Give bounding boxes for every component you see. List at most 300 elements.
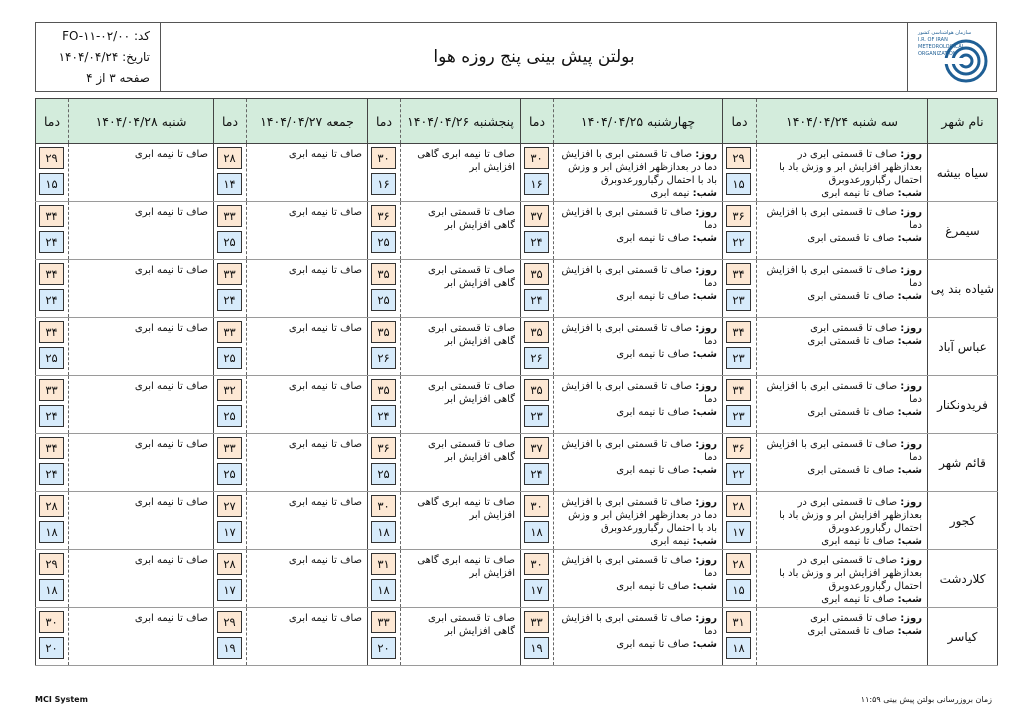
temperature-cell	[521, 202, 554, 260]
max-temperature: ۲۸	[726, 495, 751, 517]
city-name: سیاه بیشه	[936, 165, 989, 180]
forecast-description-cell	[401, 492, 521, 550]
night-label: شب:	[897, 594, 922, 605]
night-text: صاف تا قسمتی ابری	[807, 336, 895, 347]
header-day-3: پنجشنبه ۱۴۰۴/۰۴/۲۶	[401, 99, 521, 144]
forecast-description-cell	[69, 260, 214, 318]
day-label: روز:	[695, 555, 717, 566]
temperature-cell	[368, 434, 401, 492]
day-forecast	[761, 322, 922, 335]
table-row	[36, 608, 998, 666]
temperature-cell	[723, 492, 757, 550]
temperature-pair	[214, 144, 246, 201]
forecast-description	[247, 260, 367, 317]
min-temperature: ۱۸	[39, 521, 64, 543]
forecast-description	[554, 492, 722, 549]
day-forecast	[558, 496, 717, 535]
min-temperature: ۲۴	[39, 463, 64, 485]
temperature-cell	[36, 608, 69, 666]
max-temperature: ۳۰	[524, 553, 549, 575]
day-label: روز:	[900, 497, 922, 508]
max-temperature: ۳۳	[217, 437, 242, 459]
city-name: قائم شهر	[939, 455, 986, 470]
forecast-description-cell	[69, 492, 214, 550]
temperature-cell	[723, 318, 757, 376]
temperature-pair	[368, 434, 400, 491]
temperature-pair	[521, 376, 553, 433]
forecast-text: صاف تا نیمه ابری	[288, 497, 362, 508]
city-name: شیاده بند پی	[930, 281, 995, 296]
forecast-description-cell	[401, 434, 521, 492]
table-header-row	[36, 99, 998, 144]
temperature-cell	[521, 550, 554, 608]
meteorological-organization-logo	[914, 25, 994, 89]
forecast-text: صاف تا نیمه ابری	[288, 439, 362, 450]
min-temperature: ۲۴	[371, 405, 396, 427]
min-temperature: ۲۶	[524, 347, 549, 369]
city-cell	[928, 376, 998, 434]
max-temperature: ۲۷	[217, 495, 242, 517]
day-forecast	[558, 148, 717, 187]
max-temperature: ۳۴	[39, 205, 64, 227]
forecast-description	[401, 376, 520, 433]
day-text: صاف تا قسمتی ابری با افزایش دما	[561, 439, 717, 463]
forecast-description-cell	[69, 144, 214, 202]
night-text: نیمه ابری	[650, 536, 690, 547]
night-forecast	[761, 593, 922, 606]
day-label: روز:	[695, 207, 717, 218]
table-row	[36, 550, 998, 608]
min-temperature: ۱۷	[217, 521, 242, 543]
day-forecast	[761, 148, 922, 187]
min-temperature: ۲۳	[726, 347, 751, 369]
forecast-text: صاف تا قسمتی ابری گاهی افزایش ابر	[427, 265, 515, 289]
temperature-cell	[368, 260, 401, 318]
forecast-description	[247, 434, 367, 491]
forecast-description-cell	[554, 202, 723, 260]
temperature-pair	[723, 608, 756, 665]
forecast-description	[554, 202, 722, 259]
max-temperature: ۳۴	[39, 321, 64, 343]
forecast-description	[69, 376, 213, 433]
min-temperature: ۲۲	[726, 231, 751, 253]
temperature-cell	[723, 260, 757, 318]
temperature-pair	[723, 202, 756, 259]
day-label: روز:	[695, 497, 717, 508]
min-temperature: ۱۵	[726, 173, 751, 195]
temperature-pair	[723, 144, 756, 201]
night-label: شب:	[692, 291, 717, 302]
night-text: صاف تا نیمه ابری	[821, 188, 895, 199]
forecast-description-cell	[247, 608, 368, 666]
forecast-text: صاف تا نیمه ابری	[288, 323, 362, 334]
temperature-pair	[368, 202, 400, 259]
temperature-cell	[723, 550, 757, 608]
forecast-description-cell	[69, 550, 214, 608]
max-temperature: ۲۸	[217, 553, 242, 575]
forecast-description	[554, 550, 722, 607]
temperature-cell	[214, 202, 247, 260]
table-row	[36, 202, 998, 260]
max-temperature: ۳۶	[371, 437, 396, 459]
city-cell	[928, 608, 998, 666]
day-label: روز:	[695, 149, 717, 160]
temperature-pair	[214, 318, 246, 375]
temperature-pair	[214, 608, 246, 665]
day-forecast	[761, 554, 922, 593]
min-temperature: ۱۸	[524, 521, 549, 543]
forecast-description-cell	[247, 318, 368, 376]
forecast-description	[69, 144, 213, 201]
temperature-pair	[521, 434, 553, 491]
night-forecast	[558, 290, 717, 303]
temperature-pair	[723, 318, 756, 375]
day-forecast	[558, 612, 717, 638]
day-text: صاف تا قسمتی ابری در بعدازظهر افزایش ابر و وزش باد با احتمال رگبارورعدوبرق	[779, 497, 922, 534]
day-text: صاف تا قسمتی ابری با افزایش دما در بعدازظهر افزایش ابر و وزش باد با احتمال رگبارورعدوبرق	[561, 497, 717, 534]
temperature-pair	[36, 608, 68, 665]
night-label: شب:	[897, 465, 922, 476]
max-temperature: ۳۶	[726, 205, 751, 227]
forecast-description-cell	[554, 318, 723, 376]
forecast-description	[401, 202, 520, 259]
min-temperature: ۱۴	[217, 173, 242, 195]
temperature-pair	[214, 202, 246, 259]
forecast-description-cell	[757, 318, 928, 376]
day-text: صاف تا قسمتی ابری در بعدازظهر افزایش ابر و وزش باد با احتمال رگبارورعدوبرق	[779, 149, 922, 186]
max-temperature: ۳۰	[371, 147, 396, 169]
night-text: صاف تا نیمه ابری	[616, 581, 690, 592]
max-temperature: ۳۱	[726, 611, 751, 633]
max-temperature: ۳۵	[524, 379, 549, 401]
day-label: روز:	[695, 439, 717, 450]
forecast-description	[69, 202, 213, 259]
forecast-description	[69, 434, 213, 491]
min-temperature: ۱۸	[371, 521, 396, 543]
table-row	[36, 318, 998, 376]
page-title: بولتن پیش بینی پنج روزه هوا	[433, 47, 635, 67]
temperature-cell	[521, 434, 554, 492]
forecast-description	[247, 318, 367, 375]
city-name: کیاسر	[947, 629, 978, 644]
temperature-pair	[36, 202, 68, 259]
forecast-text: صاف تا نیمه ابری	[288, 381, 362, 392]
temperature-cell	[36, 492, 69, 550]
day-forecast	[558, 554, 717, 580]
city-name: کجور	[949, 513, 976, 528]
forecast-description	[757, 260, 927, 317]
forecast-text: صاف تا قسمتی ابری گاهی افزایش ابر	[427, 439, 515, 463]
night-forecast	[761, 232, 922, 245]
night-label: شب:	[692, 465, 717, 476]
day-forecast	[761, 264, 922, 290]
day-forecast	[558, 206, 717, 232]
forecast-description	[401, 318, 520, 375]
max-temperature: ۳۳	[39, 379, 64, 401]
temperature-pair	[214, 550, 246, 607]
day-text: صاف تا قسمتی ابری در بعدازظهر افزایش ابر و وزش باد با احتمال رگبارورعدوبرق	[779, 555, 922, 592]
night-text: صاف تا قسمتی ابری	[807, 407, 895, 418]
day-label: روز:	[900, 323, 922, 334]
temperature-cell	[521, 318, 554, 376]
forecast-description-cell	[554, 608, 723, 666]
min-temperature: ۲۴	[524, 289, 549, 311]
night-text: صاف تا نیمه ابری	[616, 349, 690, 360]
forecast-description	[757, 376, 927, 433]
temperature-cell	[521, 260, 554, 318]
city-cell	[928, 144, 998, 202]
day-forecast	[761, 496, 922, 535]
temperature-cell	[214, 144, 247, 202]
forecast-description-cell	[401, 260, 521, 318]
forecast-description-cell	[757, 376, 928, 434]
temperature-cell	[36, 550, 69, 608]
night-label: شب:	[692, 233, 717, 244]
header-city: نام شهر	[928, 99, 998, 144]
max-temperature: ۳۷	[524, 205, 549, 227]
min-temperature: ۲۵	[217, 405, 242, 427]
forecast-description	[757, 318, 927, 375]
night-label: شب:	[692, 349, 717, 360]
night-forecast	[761, 406, 922, 419]
min-temperature: ۲۵	[39, 347, 64, 369]
night-forecast	[558, 348, 717, 361]
night-text: صاف تا نیمه ابری	[616, 233, 690, 244]
forecast-description	[247, 144, 367, 201]
max-temperature: ۳۶	[726, 437, 751, 459]
forecast-text: صاف تا قسمتی ابری گاهی افزایش ابر	[427, 613, 515, 637]
night-label: شب:	[692, 639, 717, 650]
day-label: روز:	[900, 149, 922, 160]
table-row	[36, 492, 998, 550]
city-name: عباس آباد	[938, 339, 987, 354]
temperature-cell	[368, 202, 401, 260]
temperature-pair	[521, 492, 553, 549]
forecast-description	[554, 144, 722, 201]
forecast-table	[35, 98, 998, 666]
day-label: روز:	[900, 555, 922, 566]
day-label: روز:	[900, 207, 922, 218]
min-temperature: ۲۴	[524, 231, 549, 253]
temperature-cell	[521, 144, 554, 202]
document-meta	[36, 23, 161, 91]
forecast-description	[247, 492, 367, 549]
forecast-description-cell	[757, 608, 928, 666]
forecast-description-cell	[554, 376, 723, 434]
forecast-description-cell	[401, 202, 521, 260]
min-temperature: ۱۶	[524, 173, 549, 195]
max-temperature: ۳۳	[524, 611, 549, 633]
city-name: کلاردشت	[939, 571, 986, 586]
temperature-cell	[368, 550, 401, 608]
max-temperature: ۳۷	[524, 437, 549, 459]
city-cell	[928, 202, 998, 260]
forecast-description	[247, 608, 367, 665]
forecast-text: صاف تا نیمه ابری	[288, 555, 362, 566]
forecast-description-cell	[757, 434, 928, 492]
night-forecast	[761, 625, 922, 638]
min-temperature: ۲۰	[371, 637, 396, 659]
forecast-text: صاف تا نیمه ابری	[134, 207, 208, 218]
forecast-description	[247, 202, 367, 259]
max-temperature: ۲۸	[726, 553, 751, 575]
max-temperature: ۳۳	[217, 205, 242, 227]
day-label: روز:	[900, 439, 922, 450]
forecast-text: صاف تا نیمه ابری	[134, 497, 208, 508]
temperature-cell	[214, 318, 247, 376]
night-label: شب:	[897, 188, 922, 199]
forecast-description	[554, 434, 722, 491]
day-text: صاف تا قسمتی ابری با افزایش دما	[766, 381, 922, 405]
temperature-pair	[368, 260, 400, 317]
forecast-text: صاف تا نیمه ابری	[134, 555, 208, 566]
night-forecast	[558, 406, 717, 419]
forecast-description	[757, 608, 927, 665]
night-label: شب:	[692, 581, 717, 592]
min-temperature: ۲۳	[524, 405, 549, 427]
forecast-description-cell	[247, 550, 368, 608]
temperature-cell	[36, 202, 69, 260]
forecast-description-cell	[757, 492, 928, 550]
max-temperature: ۳۲	[217, 379, 242, 401]
temperature-pair	[723, 376, 756, 433]
temperature-cell	[36, 434, 69, 492]
forecast-description	[401, 608, 520, 665]
temperature-cell	[368, 376, 401, 434]
temperature-pair	[36, 144, 68, 201]
city-cell	[928, 260, 998, 318]
temperature-cell	[214, 260, 247, 318]
night-text: صاف تا قسمتی ابری	[807, 233, 895, 244]
temperature-pair	[723, 492, 756, 549]
min-temperature: ۲۳	[726, 405, 751, 427]
max-temperature: ۲۹	[217, 611, 242, 633]
day-label: روز:	[695, 323, 717, 334]
day-label: روز:	[900, 613, 922, 624]
day-text: صاف تا قسمتی ابری با افزایش دما در بعدازظهر افزایش ابر و وزش باد با احتمال رگبارورعدوبرق	[561, 149, 717, 186]
bulletin-header	[35, 22, 997, 92]
max-temperature: ۳۵	[524, 321, 549, 343]
temperature-cell	[521, 376, 554, 434]
day-forecast	[761, 380, 922, 406]
forecast-text: صاف تا نیمه ابری	[288, 207, 362, 218]
night-forecast	[761, 535, 922, 548]
forecast-text: صاف تا نیمه ابری	[134, 613, 208, 624]
min-temperature: ۲۴	[39, 405, 64, 427]
temperature-cell	[36, 318, 69, 376]
temperature-pair	[368, 550, 400, 607]
forecast-description-cell	[69, 376, 214, 434]
night-text: صاف تا نیمه ابری	[616, 465, 690, 476]
forecast-text: صاف تا نیمه ابری گاهی افزایش ابر	[417, 149, 515, 173]
day-label: روز:	[695, 381, 717, 392]
forecast-description	[757, 144, 927, 201]
day-label: روز:	[695, 613, 717, 624]
max-temperature: ۳۵	[371, 263, 396, 285]
temperature-cell	[723, 144, 757, 202]
temperature-pair	[36, 492, 68, 549]
forecast-description	[401, 550, 520, 607]
min-temperature: ۱۸	[39, 579, 64, 601]
day-label: روز:	[695, 265, 717, 276]
forecast-description	[401, 144, 520, 201]
forecast-description	[401, 260, 520, 317]
max-temperature: ۳۵	[371, 321, 396, 343]
max-temperature: ۳۶	[371, 205, 396, 227]
table-row	[36, 434, 998, 492]
temperature-pair	[521, 202, 553, 259]
forecast-description	[247, 376, 367, 433]
forecast-description-cell	[247, 492, 368, 550]
night-forecast	[558, 535, 717, 548]
min-temperature: ۲۴	[524, 463, 549, 485]
night-label: شب:	[897, 626, 922, 637]
header-day-4: جمعه ۱۴۰۴/۰۴/۲۷	[247, 99, 368, 144]
forecast-description-cell	[401, 550, 521, 608]
city-name: فریدونکنار	[937, 397, 988, 412]
temperature-pair	[36, 376, 68, 433]
min-temperature: ۲۵	[371, 463, 396, 485]
forecast-description-cell	[757, 260, 928, 318]
night-forecast	[761, 335, 922, 348]
temperature-cell	[521, 608, 554, 666]
max-temperature: ۲۹	[39, 553, 64, 575]
temperature-pair	[723, 434, 756, 491]
temperature-cell	[723, 376, 757, 434]
temperature-cell	[723, 202, 757, 260]
forecast-description-cell	[401, 318, 521, 376]
forecast-text: صاف تا نیمه ابری	[288, 149, 362, 160]
forecast-description-cell	[69, 434, 214, 492]
min-temperature: ۲۴	[39, 231, 64, 253]
night-label: شب:	[692, 407, 717, 418]
night-text: صاف تا نیمه ابری	[616, 639, 690, 650]
header-temp: دما	[521, 99, 554, 144]
table-row	[36, 260, 998, 318]
forecast-description-cell	[247, 202, 368, 260]
max-temperature: ۳۱	[371, 553, 396, 575]
header-day-1: سه شنبه ۱۴۰۴/۰۴/۲۴	[757, 99, 928, 144]
min-temperature: ۱۹	[524, 637, 549, 659]
forecast-description-cell	[554, 434, 723, 492]
forecast-description-cell	[69, 202, 214, 260]
header-day-2: چهارشنبه ۱۴۰۴/۰۴/۲۵	[554, 99, 723, 144]
forecast-text: صاف تا نیمه ابری گاهی افزایش ابر	[417, 497, 515, 521]
min-temperature: ۱۸	[371, 579, 396, 601]
max-temperature: ۳۳	[217, 321, 242, 343]
forecast-description-cell	[247, 260, 368, 318]
forecast-description-cell	[554, 260, 723, 318]
logo-line-1: سازمان هواشناسی کشور	[918, 30, 972, 36]
forecast-text: صاف تا نیمه ابری	[134, 149, 208, 160]
night-forecast	[761, 187, 922, 200]
table-row	[36, 144, 998, 202]
temperature-cell	[36, 376, 69, 434]
min-temperature: ۲۵	[371, 231, 396, 253]
min-temperature: ۲۲	[726, 463, 751, 485]
forecast-description	[757, 202, 927, 259]
temperature-pair	[368, 144, 400, 201]
temperature-pair	[36, 434, 68, 491]
night-label: شب:	[897, 536, 922, 547]
forecast-description	[757, 492, 927, 549]
temperature-pair	[214, 260, 246, 317]
temperature-pair	[214, 434, 246, 491]
temperature-pair	[36, 260, 68, 317]
max-temperature: ۳۴	[39, 263, 64, 285]
night-forecast	[761, 290, 922, 303]
temperature-pair	[214, 492, 246, 549]
